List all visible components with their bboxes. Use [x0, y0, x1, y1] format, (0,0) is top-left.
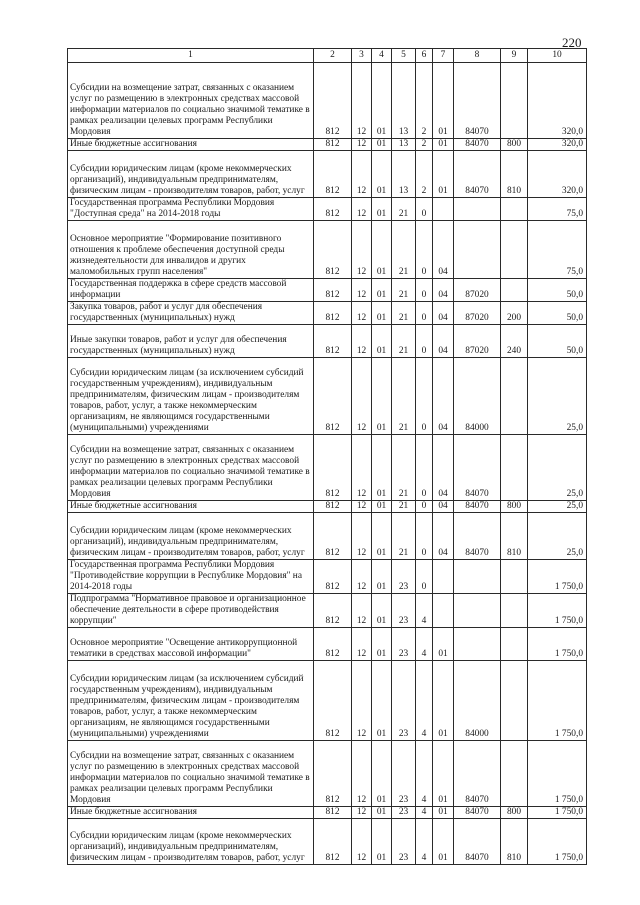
- budget-table: [67, 48, 587, 865]
- row-amount: 1 750,0: [528, 560, 587, 594]
- row-amount: 50,0: [528, 325, 587, 358]
- code-expense-type: [501, 741, 528, 807]
- code-subprogram: 0: [416, 221, 433, 279]
- code-subprogram: 0: [416, 435, 433, 501]
- row-amount: 25,0: [528, 513, 587, 560]
- column-header: 8: [454, 49, 501, 63]
- code-program: 21: [392, 435, 416, 501]
- code-event: 01: [433, 819, 454, 865]
- code-event: 01: [433, 741, 454, 807]
- code-section: 12: [352, 741, 372, 807]
- code-ministry: 812: [314, 63, 352, 139]
- code-direction: 84070: [454, 151, 501, 198]
- table-row: [68, 819, 587, 865]
- code-program: 21: [392, 279, 416, 302]
- code-subprogram: 4: [416, 661, 433, 741]
- row-description: Основное мероприятие "Формирование позитивного отношения к проблеме обеспечения доступной среды жизнедеятельности для инвалидов и других маломобильных групп населения": [68, 221, 314, 279]
- code-event: 04: [433, 325, 454, 358]
- code-expense-type: [501, 628, 528, 661]
- code-subprogram: 0: [416, 302, 433, 325]
- code-program: 23: [392, 594, 416, 628]
- code-program: 23: [392, 807, 416, 819]
- row-amount: 1 750,0: [528, 741, 587, 807]
- code-subprogram: 4: [416, 741, 433, 807]
- code-ministry: 812: [314, 807, 352, 819]
- code-program: 13: [392, 151, 416, 198]
- table-row: [68, 302, 587, 325]
- code-ministry: 812: [314, 741, 352, 807]
- code-event: 04: [433, 221, 454, 279]
- code-subsection: 01: [372, 807, 392, 819]
- row-description: Субсидии юридическим лицам (кроме некоммерческих организаций), индивидуальным предпринимателям, физическим лицам - производителям товаров, работ, услуг: [68, 819, 314, 865]
- code-direction: 87020: [454, 279, 501, 302]
- code-program: 13: [392, 63, 416, 139]
- code-ministry: 812: [314, 279, 352, 302]
- code-event: 01: [433, 661, 454, 741]
- row-description: Иные закупки товаров, работ и услуг для обеспечения государственных (муниципальных) нужд: [68, 325, 314, 358]
- code-program: 23: [392, 661, 416, 741]
- code-expense-type: [501, 63, 528, 139]
- code-subsection: 01: [372, 139, 392, 151]
- code-subsection: 01: [372, 151, 392, 198]
- header-row: [68, 49, 587, 63]
- code-event: 04: [433, 302, 454, 325]
- code-section: 12: [352, 198, 372, 221]
- row-description: Субсидии на возмещение затрат, связанных с оказанием услуг по размещению в электронных средствах массовой информации материалов по социально значимой тематике в рамках реализации целевых программ Республики Мордовия: [68, 435, 314, 501]
- code-direction: 87020: [454, 325, 501, 358]
- code-direction: [454, 560, 501, 594]
- code-expense-type: 810: [501, 513, 528, 560]
- row-description: Иные бюджетные ассигнования: [68, 139, 314, 151]
- code-program: 21: [392, 221, 416, 279]
- code-section: 12: [352, 560, 372, 594]
- row-amount: 320,0: [528, 151, 587, 198]
- table-row: [68, 63, 587, 139]
- code-section: 12: [352, 628, 372, 661]
- row-description: Иные бюджетные ассигнования: [68, 501, 314, 513]
- code-subprogram: 0: [416, 513, 433, 560]
- code-subsection: 01: [372, 741, 392, 807]
- row-description: Государственная программа Республики Мордовия "Доступная среда" на 2014-2018 годы: [68, 198, 314, 221]
- code-subprogram: 0: [416, 279, 433, 302]
- row-amount: 1 750,0: [528, 594, 587, 628]
- code-program: 21: [392, 513, 416, 560]
- table-row: [68, 139, 587, 151]
- code-direction: 84070: [454, 807, 501, 819]
- code-event: [433, 198, 454, 221]
- row-amount: 75,0: [528, 198, 587, 221]
- row-amount: 320,0: [528, 63, 587, 139]
- code-program: 23: [392, 628, 416, 661]
- code-ministry: 812: [314, 594, 352, 628]
- code-expense-type: 810: [501, 819, 528, 865]
- code-section: 12: [352, 279, 372, 302]
- code-direction: 84070: [454, 819, 501, 865]
- code-event: [433, 594, 454, 628]
- code-section: 12: [352, 819, 372, 865]
- row-description: Государственная поддержка в сфере средств массовой информации: [68, 279, 314, 302]
- column-header: 5: [392, 49, 416, 63]
- table-body: [68, 63, 587, 865]
- code-ministry: 812: [314, 325, 352, 358]
- code-program: 13: [392, 139, 416, 151]
- row-description: Субсидии юридическим лицам (за исключением субсидий государственным учреждениям), индивидуальным предпринимателям, физическим лицам - производителям товаров, работ, услуг, а также некоммерческим организациям, не являющимся государственными (муниципальными) учреждениями: [68, 661, 314, 741]
- table-row: [68, 560, 587, 594]
- code-subprogram: 2: [416, 63, 433, 139]
- code-event: 01: [433, 628, 454, 661]
- row-description: Государственная программа Республики Мордовия "Противодействие коррупции в Республике Мордовия" на 2014-2018 годы: [68, 560, 314, 594]
- code-direction: 84070: [454, 435, 501, 501]
- code-program: 21: [392, 302, 416, 325]
- code-program: 21: [392, 501, 416, 513]
- code-subprogram: 4: [416, 807, 433, 819]
- code-ministry: 812: [314, 139, 352, 151]
- code-section: 12: [352, 435, 372, 501]
- code-event: 04: [433, 358, 454, 435]
- code-ministry: 812: [314, 358, 352, 435]
- row-amount: 1 750,0: [528, 661, 587, 741]
- row-amount: 25,0: [528, 435, 587, 501]
- page-number: 220: [562, 35, 582, 50]
- code-expense-type: 800: [501, 807, 528, 819]
- table-row: [68, 279, 587, 302]
- code-subprogram: 0: [416, 325, 433, 358]
- code-section: 12: [352, 358, 372, 435]
- code-expense-type: [501, 594, 528, 628]
- column-header: 2: [314, 49, 352, 63]
- table-row: [68, 661, 587, 741]
- table-row: [68, 221, 587, 279]
- code-ministry: 812: [314, 198, 352, 221]
- code-subprogram: 4: [416, 819, 433, 865]
- code-ministry: 812: [314, 628, 352, 661]
- table-row: [68, 741, 587, 807]
- code-section: 12: [352, 661, 372, 741]
- code-direction: 84070: [454, 501, 501, 513]
- code-direction: [454, 628, 501, 661]
- column-header: 9: [501, 49, 528, 63]
- code-expense-type: [501, 198, 528, 221]
- code-subsection: 01: [372, 302, 392, 325]
- code-event: [433, 560, 454, 594]
- code-direction: 84000: [454, 661, 501, 741]
- code-direction: 84070: [454, 513, 501, 560]
- table-row: [68, 513, 587, 560]
- code-section: 12: [352, 501, 372, 513]
- table-row: [68, 325, 587, 358]
- code-direction: 84000: [454, 358, 501, 435]
- column-header: 3: [352, 49, 372, 63]
- code-subprogram: 0: [416, 501, 433, 513]
- code-event: 04: [433, 501, 454, 513]
- code-event: 04: [433, 435, 454, 501]
- code-subsection: 01: [372, 221, 392, 279]
- code-subsection: 01: [372, 819, 392, 865]
- code-event: 01: [433, 139, 454, 151]
- code-direction: [454, 198, 501, 221]
- code-section: 12: [352, 594, 372, 628]
- code-subprogram: 2: [416, 151, 433, 198]
- code-subsection: 01: [372, 513, 392, 560]
- row-description: Субсидии на возмещение затрат, связанных с оказанием услуг по размещению в электронных средствах массовой информации материалов по социально значимой тематике в рамках реализации целевых программ Республики Мордовия: [68, 63, 314, 139]
- code-event: 01: [433, 151, 454, 198]
- table-row: [68, 807, 587, 819]
- code-subprogram: 4: [416, 594, 433, 628]
- table-row: [68, 501, 587, 513]
- code-direction: 84070: [454, 139, 501, 151]
- code-expense-type: [501, 661, 528, 741]
- code-expense-type: 810: [501, 151, 528, 198]
- row-description: Основное мероприятие "Освещение антикоррупционной тематики в средствах массовой информации": [68, 628, 314, 661]
- code-subprogram: 0: [416, 560, 433, 594]
- row-amount: 1 750,0: [528, 628, 587, 661]
- code-ministry: 812: [314, 501, 352, 513]
- row-description: Подпрограмма "Нормативное правовое и организационное обеспечение деятельности в сфере противодействия коррупции": [68, 594, 314, 628]
- row-description: Иные бюджетные ассигнования: [68, 807, 314, 819]
- column-header: 7: [433, 49, 454, 63]
- code-subsection: 01: [372, 198, 392, 221]
- row-description: Субсидии юридическим лицам (кроме некоммерческих организаций), индивидуальным предпринимателям, физическим лицам - производителям товаров, работ, услуг: [68, 513, 314, 560]
- table-row: [68, 151, 587, 198]
- code-subprogram: 4: [416, 628, 433, 661]
- code-direction: [454, 594, 501, 628]
- code-subsection: 01: [372, 661, 392, 741]
- code-subsection: 01: [372, 594, 392, 628]
- row-description: Субсидии юридическим лицам (за исключением субсидий государственным учреждениям), индивидуальным предпринимателям, физическим лицам - производителям товаров, работ, услуг, а также некоммерческим организациям, не являющимся государственными (муниципальными) учреждениями: [68, 358, 314, 435]
- table-row: [68, 198, 587, 221]
- code-program: 23: [392, 560, 416, 594]
- code-section: 12: [352, 807, 372, 819]
- code-program: 23: [392, 819, 416, 865]
- row-description: Субсидии юридическим лицам (кроме некоммерческих организаций), индивидуальным предпринимателям, физическим лицам - производителям товаров, работ, услуг: [68, 151, 314, 198]
- code-subsection: 01: [372, 358, 392, 435]
- row-description: Закупка товаров, работ и услуг для обеспечения государственных (муниципальных) нужд: [68, 302, 314, 325]
- table-row: [68, 435, 587, 501]
- code-program: 21: [392, 198, 416, 221]
- code-event: 01: [433, 807, 454, 819]
- code-expense-type: [501, 560, 528, 594]
- code-expense-type: [501, 358, 528, 435]
- code-subsection: 01: [372, 63, 392, 139]
- code-direction: 84070: [454, 63, 501, 139]
- row-amount: 75,0: [528, 221, 587, 279]
- code-subsection: 01: [372, 279, 392, 302]
- code-program: 21: [392, 325, 416, 358]
- column-header: 10: [528, 49, 587, 63]
- code-event: 04: [433, 279, 454, 302]
- row-amount: 25,0: [528, 501, 587, 513]
- code-ministry: 812: [314, 435, 352, 501]
- code-section: 12: [352, 63, 372, 139]
- code-direction: 87020: [454, 302, 501, 325]
- code-section: 12: [352, 151, 372, 198]
- code-subsection: 01: [372, 560, 392, 594]
- code-subsection: 01: [372, 325, 392, 358]
- table-row: [68, 594, 587, 628]
- code-section: 12: [352, 513, 372, 560]
- code-subprogram: 0: [416, 358, 433, 435]
- code-expense-type: 800: [501, 501, 528, 513]
- table-row: [68, 628, 587, 661]
- code-subprogram: 0: [416, 198, 433, 221]
- code-ministry: 812: [314, 221, 352, 279]
- code-expense-type: [501, 221, 528, 279]
- column-header: 1: [68, 49, 314, 63]
- column-header: 4: [372, 49, 392, 63]
- row-amount: 50,0: [528, 302, 587, 325]
- code-subsection: 01: [372, 435, 392, 501]
- code-expense-type: [501, 279, 528, 302]
- code-subsection: 01: [372, 501, 392, 513]
- code-section: 12: [352, 325, 372, 358]
- code-ministry: 812: [314, 560, 352, 594]
- code-section: 12: [352, 139, 372, 151]
- row-amount: 25,0: [528, 358, 587, 435]
- code-direction: 84070: [454, 741, 501, 807]
- code-ministry: 812: [314, 513, 352, 560]
- code-ministry: 812: [314, 151, 352, 198]
- code-event: 04: [433, 513, 454, 560]
- code-program: 23: [392, 741, 416, 807]
- column-header: 6: [416, 49, 433, 63]
- code-section: 12: [352, 302, 372, 325]
- code-direction: [454, 221, 501, 279]
- row-description: Субсидии на возмещение затрат, связанных с оказанием услуг по размещению в электронных средствах массовой информации материалов по социально значимой тематике в рамках реализации целевых программ Республики Мордовия: [68, 741, 314, 807]
- row-amount: 50,0: [528, 279, 587, 302]
- code-expense-type: 800: [501, 139, 528, 151]
- code-expense-type: 200: [501, 302, 528, 325]
- code-subsection: 01: [372, 628, 392, 661]
- code-expense-type: 240: [501, 325, 528, 358]
- code-expense-type: [501, 435, 528, 501]
- code-subprogram: 2: [416, 139, 433, 151]
- row-amount: 320,0: [528, 139, 587, 151]
- table-row: [68, 358, 587, 435]
- code-section: 12: [352, 221, 372, 279]
- code-program: 21: [392, 358, 416, 435]
- code-ministry: 812: [314, 819, 352, 865]
- code-ministry: 812: [314, 302, 352, 325]
- row-amount: 1 750,0: [528, 819, 587, 865]
- row-amount: 1 750,0: [528, 807, 587, 819]
- code-event: 01: [433, 63, 454, 139]
- code-ministry: 812: [314, 661, 352, 741]
